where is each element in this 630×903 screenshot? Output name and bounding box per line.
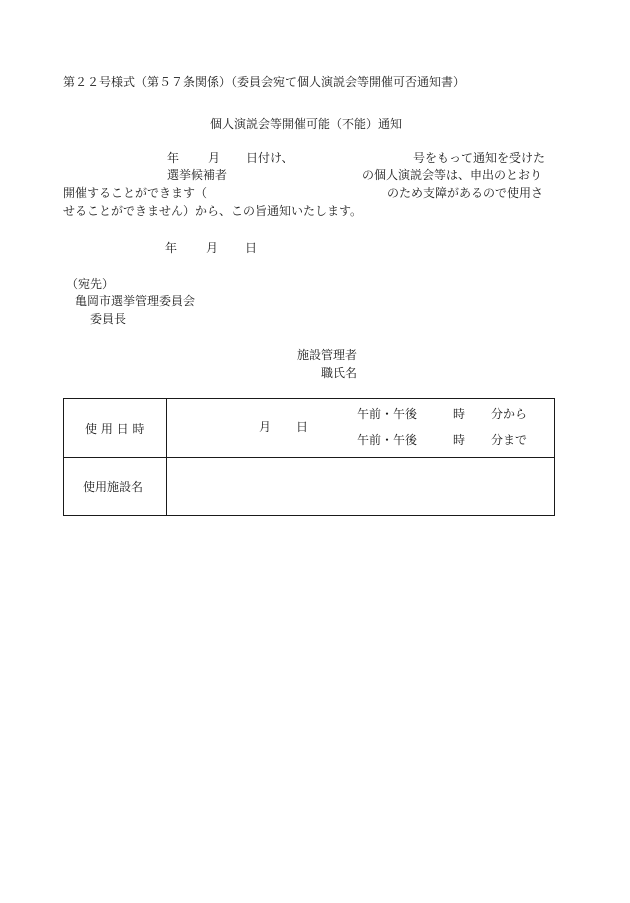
body-line-1 (63, 152, 555, 166)
body-line-2 (63, 169, 555, 183)
table-column-divider (166, 399, 167, 515)
body-month: 月 (208, 151, 221, 165)
from-minute: 分から (491, 407, 528, 421)
body-row2-rest: の個人演説会等は、申出のとおり (362, 168, 543, 182)
manager-name-label: 職氏名 (321, 366, 358, 380)
table-row-divider (64, 457, 554, 458)
to-ampm: 午前・午後 (357, 433, 418, 447)
body-row3-start: 開催することができます（ (63, 186, 208, 200)
usage-month: 月 (259, 420, 272, 434)
body-year: 年 (167, 151, 180, 165)
form-number-header: 第２２号様式（第５７条関係）（委員会宛て個人演説会等開催可否通知書） (63, 75, 466, 89)
date-year: 年 (165, 241, 178, 255)
usage-datetime-label: 使 用 日 時 (85, 422, 145, 436)
to-hour: 時 (453, 433, 466, 447)
addressee-title: 委員長 (90, 312, 127, 326)
facility-manager-label: 施設管理者 (297, 348, 358, 362)
body-candidate: 選挙候補者 (167, 168, 228, 182)
addressee-name: 亀岡市選挙管理委員会 (75, 294, 196, 308)
date-line (165, 242, 285, 256)
facility-name-label: 使用施設名 (83, 480, 144, 494)
body-dated: 日付け、 (246, 151, 294, 165)
body-notice-ref: 号をもって通知を受けた (413, 151, 546, 165)
usage-table (63, 398, 555, 516)
addressee-label: （宛先） (66, 277, 115, 291)
from-hour: 時 (453, 407, 466, 421)
from-ampm: 午前・午後 (357, 407, 418, 421)
date-month: 月 (206, 241, 219, 255)
date-day: 日 (245, 241, 258, 255)
document-title: 個人演説会等開催可能（不能）通知 (210, 117, 403, 131)
body-row3-reason: のため支障があるので使用さ (387, 186, 544, 200)
usage-day: 日 (296, 420, 309, 434)
body-line-3 (63, 187, 555, 201)
body-line-4: せることができません）から、この旨通知いたします。 (63, 204, 363, 218)
to-minute: 分まで (491, 433, 528, 447)
